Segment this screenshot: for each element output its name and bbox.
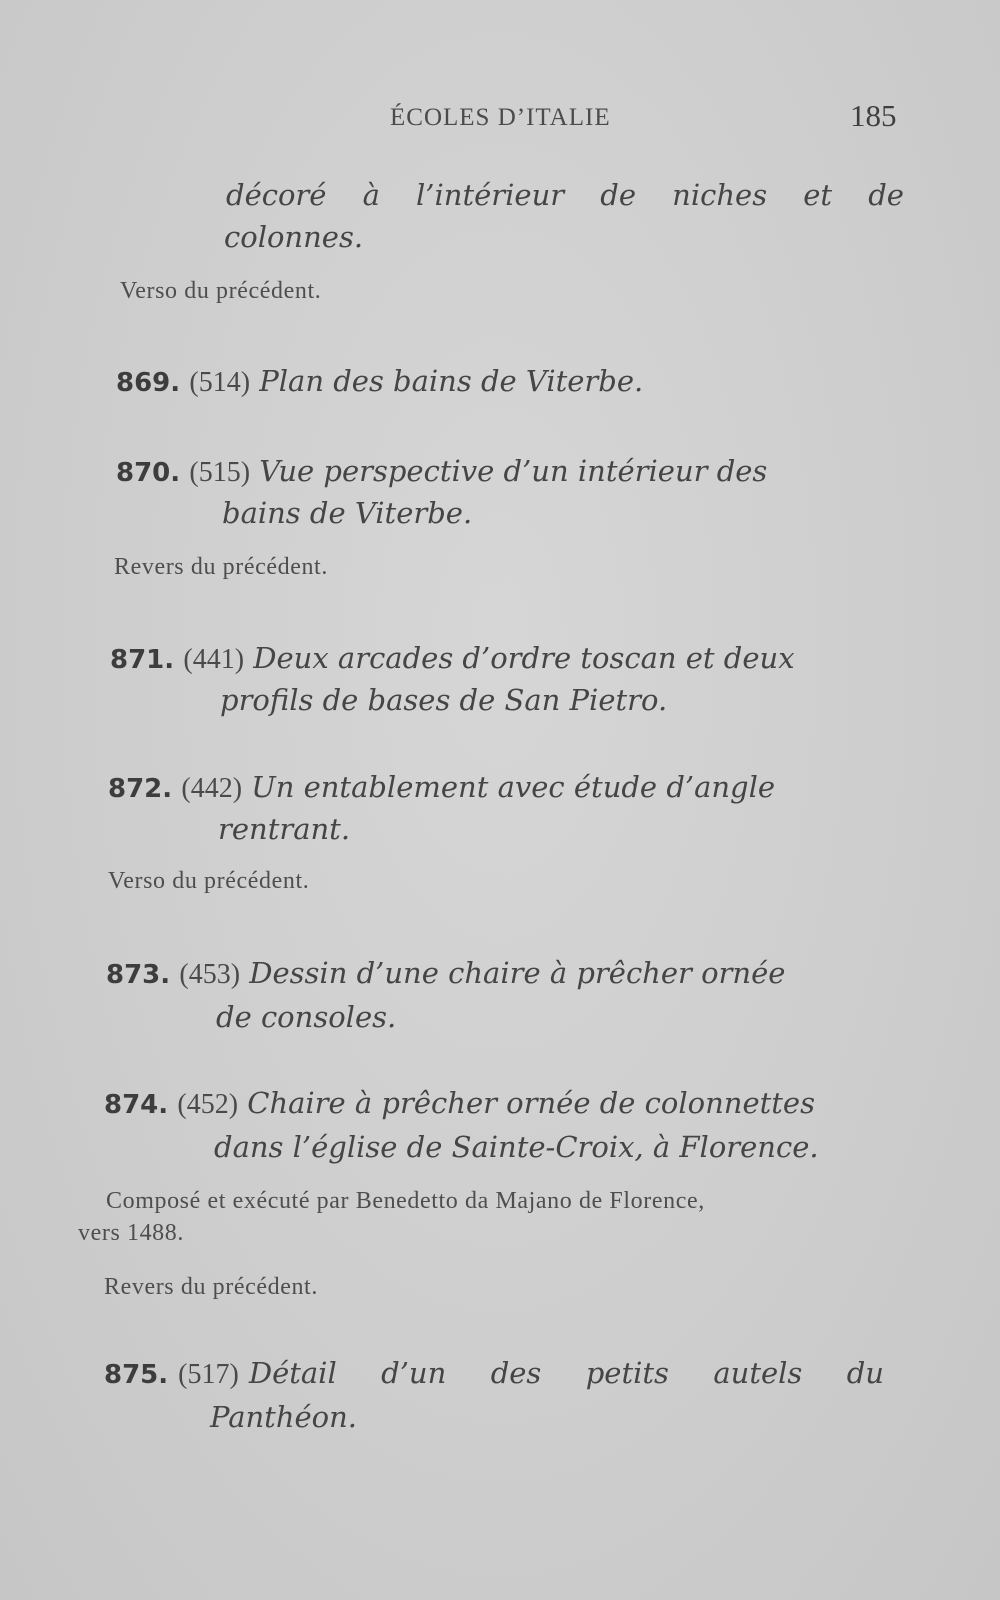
entry-873-line-2: de consoles.: [216, 1000, 397, 1034]
running-header-title: ÉCOLES D’ITALIE: [390, 104, 611, 131]
word: du: [846, 1356, 884, 1390]
entry-874: [104, 1086, 815, 1121]
word: l’intérieur: [416, 178, 565, 212]
word: petits: [585, 1356, 669, 1390]
entry-title: [249, 1356, 884, 1390]
entry-number: 873.: [106, 960, 171, 990]
entry-875: [104, 1356, 884, 1391]
entry-title: Chaire à prêcher ornée de colonnettes: [247, 1086, 815, 1120]
entry-874-note-line-1: Composé et exécuté par Benedetto da Majano de Florence,: [106, 1188, 705, 1214]
entry-number: 874.: [104, 1090, 169, 1120]
word: d’un: [381, 1356, 447, 1390]
word: de: [600, 178, 637, 212]
entry-874-note-2: Revers du précédent.: [104, 1274, 318, 1300]
entry-number: 872.: [108, 774, 173, 804]
word: autels: [713, 1356, 803, 1390]
entry-title: Dessin d’une chaire à prêcher ornée: [249, 956, 786, 990]
word: niches: [672, 178, 768, 212]
word: de: [868, 178, 904, 212]
entry-874-note-line-2: vers 1488.: [78, 1220, 184, 1246]
entry-number: 875.: [104, 1360, 169, 1390]
entry-874-line-2: dans l’église de Sainte-Croix, à Florence.: [214, 1130, 819, 1164]
intro-note: Verso du précédent.: [120, 278, 322, 304]
entry-number: 871.: [110, 645, 175, 675]
entry-title: Plan des bains de Viterbe.: [259, 364, 644, 398]
entry-ref: (441): [183, 644, 245, 675]
word: et: [803, 178, 833, 212]
entry-870-note: Revers du précédent.: [114, 554, 328, 580]
entry-ref: (517): [178, 1359, 239, 1390]
entry-869: [116, 364, 643, 399]
word: à: [362, 178, 380, 212]
intro-line-2: colonnes.: [224, 220, 364, 254]
word: Détail: [248, 1356, 337, 1390]
entry-title: Vue perspective d’un intérieur des: [259, 454, 768, 488]
intro-line-1: [226, 178, 904, 212]
entry-871: [110, 641, 795, 676]
entry-title: Un entablement avec étude d’angle: [251, 770, 776, 804]
entry-871-line-2: profils de bases de San Pietro.: [220, 683, 668, 717]
entry-ref: (442): [181, 773, 243, 804]
word: décoré: [226, 178, 327, 212]
entry-875-line-2: Panthéon.: [210, 1400, 358, 1434]
entry-872-note: Verso du précédent.: [108, 868, 310, 894]
entry-ref: (515): [189, 457, 251, 488]
entry-872-line-2: rentrant.: [218, 812, 351, 846]
entry-number: 869.: [116, 368, 181, 398]
entry-ref: (452): [177, 1089, 239, 1120]
entry-870-line-2: bains de Viterbe.: [222, 496, 473, 530]
entry-ref: (514): [189, 367, 251, 398]
entry-873: [106, 956, 785, 991]
page-number: 185: [850, 98, 897, 133]
entry-870: [116, 454, 767, 489]
entry-872: [108, 770, 775, 805]
entry-ref: (453): [179, 959, 241, 990]
entry-number: 870.: [116, 458, 181, 488]
word: des: [490, 1356, 542, 1390]
entry-title: Deux arcades d’ordre toscan et deux: [253, 641, 795, 675]
